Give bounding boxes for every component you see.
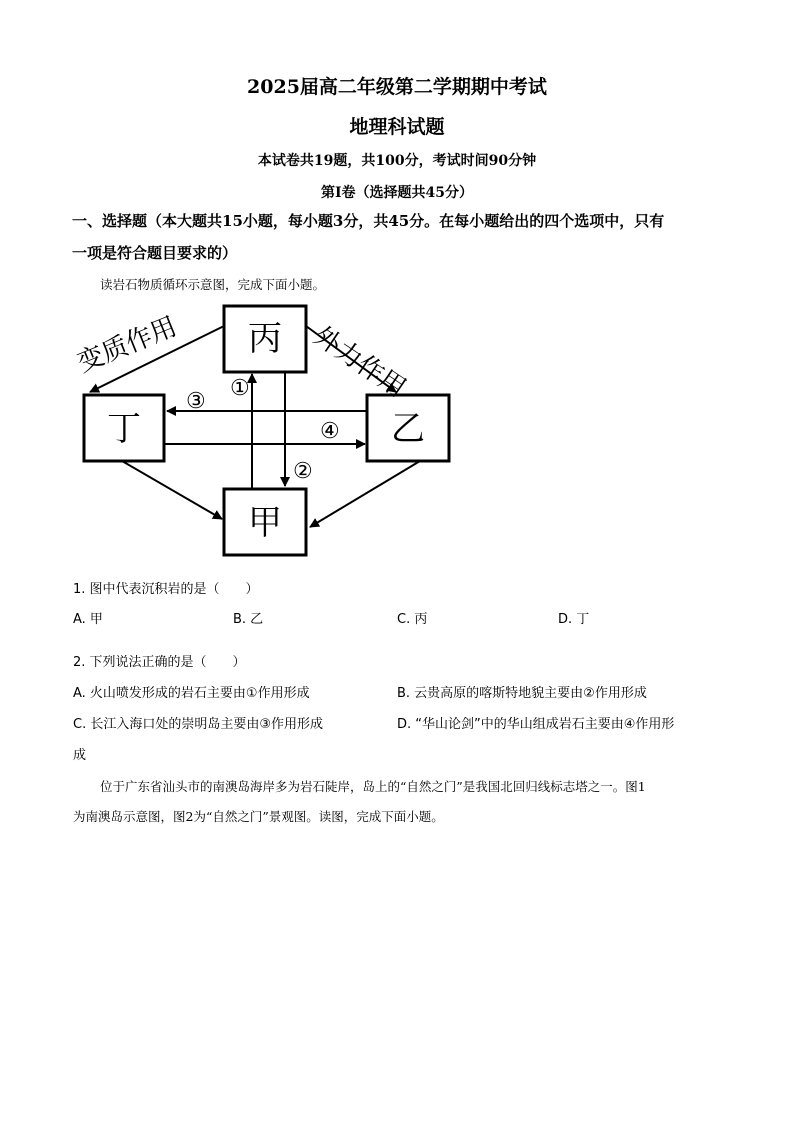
part-heading: 第Ⅰ卷（选择题共45分）	[320, 185, 474, 201]
box-right-label: 乙	[391, 409, 425, 449]
question-1-option-c: C. 丙	[397, 612, 428, 627]
exam-info: 本试卷共19题，共100分，考试时间90分钟	[257, 153, 537, 169]
question-1-option-b: B. 乙	[233, 612, 264, 627]
question-2-option-d: D. “华山论剑”中的华山组成岩石主要由④作用形	[397, 717, 675, 732]
section-instruction-line1: 一、选择题（本大题共15小题，每小题3分，共45分。在每小题给出的四个选项中，只有	[72, 212, 665, 230]
intro-nanao-line2: 为南澳岛示意图，图2为“自然之门”景观图。读图，完成下面小题。	[73, 809, 444, 824]
mark-4: ④	[320, 419, 340, 444]
subject-title: 地理科试题	[349, 116, 445, 138]
intro-rock-cycle: 读岩石物质循环示意图，完成下面小题。	[100, 277, 326, 292]
arrow-right-to-bottom	[310, 461, 420, 527]
box-bottom-label: 甲	[248, 503, 282, 543]
mark-2: ②	[293, 459, 313, 484]
question-1-option-a: A. 甲	[73, 612, 103, 627]
question-2-option-b: B. 云贵高原的喀斯特地貌主要由②作用形成	[397, 686, 647, 701]
question-2-stem: 2. 下列说法正确的是（ ）	[73, 655, 246, 670]
question-2-option-c: C. 长江入海口处的崇明岛主要由③作用形成	[73, 717, 323, 732]
mark-3: ③	[186, 389, 206, 414]
question-2-option-a: A. 火山喷发形成的岩石主要由①作用形成	[73, 686, 310, 701]
question-1-option-d: D. 丁	[558, 612, 590, 627]
intro-nanao-line1: 位于广东省汕头市的南澳岛海岸多为岩石陡岸，岛上的“自然之门”是我国北回归线标志塔之一。图1	[100, 779, 646, 794]
box-left-label: 丁	[107, 409, 141, 449]
mark-1: ①	[230, 376, 250, 401]
question-2-option-d-wrap: 成	[73, 748, 87, 763]
exam-title: 2025届高二年级第二学期期中考试	[247, 76, 547, 98]
section-instruction-line2: 一项是符合题目要求的）	[72, 244, 238, 262]
arrow-left-to-bottom	[122, 461, 222, 519]
question-1-stem: 1. 图中代表沉积岩的是（ ）	[73, 582, 259, 597]
label-external-force: 外力作用	[308, 320, 412, 404]
box-top-label: 丙	[248, 319, 282, 359]
label-metamorphism: 变质作用	[73, 311, 182, 379]
